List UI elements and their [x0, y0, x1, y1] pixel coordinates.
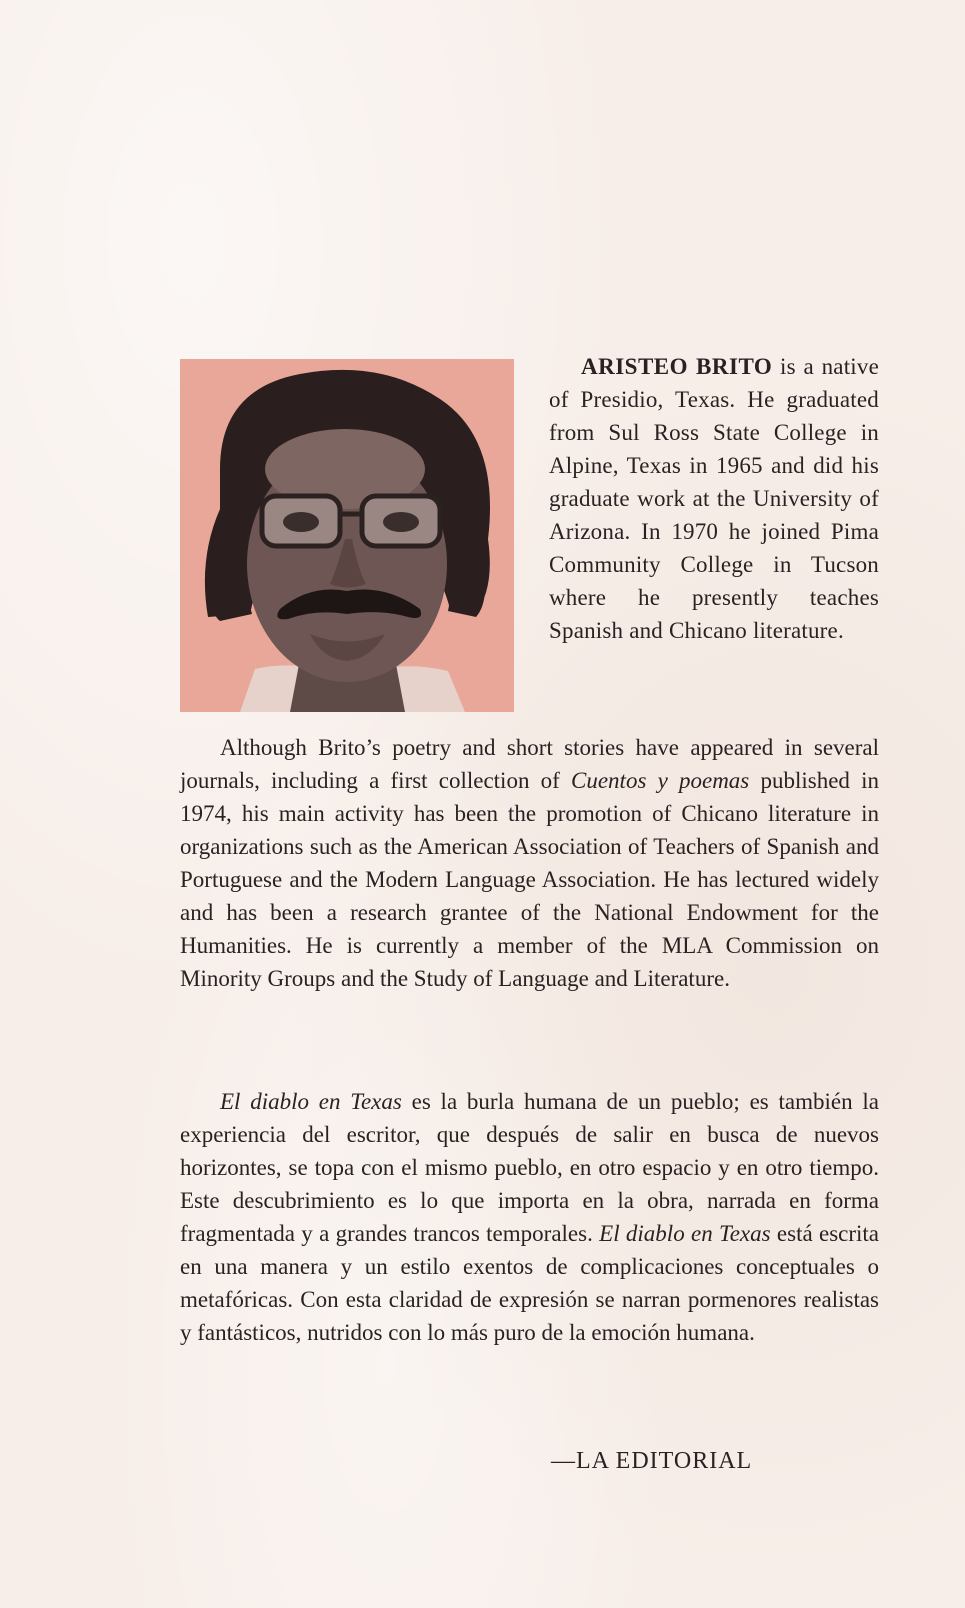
author-bio-text: is a native of Presidio, Texas. He graduated from Sul Ross State College in Alpine, Texas in 1965 and did his graduate work at the University of Arizona. In 1970 he joined Pima Community College in Tucson where he presently teaches Spanish and Chicano literature.	[549, 354, 879, 643]
editorial-signature: —LA EDITORIAL	[551, 1448, 753, 1474]
editorial-text-a: es la burla humana de un pueblo; es también la experiencia del escritor, que después de salir en busca de nuevos horizontes, se topa con el mismo pueblo, en otro espacio y en otro tiempo. Este descubrimiento es lo que importa en la obra, narrada en forma fragmentada y a grandes trancos temporales.	[180, 1089, 879, 1246]
author-name: ARISTEO BRITO	[581, 354, 773, 379]
editorial-paragraph	[180, 1085, 879, 1349]
author-photo	[180, 359, 514, 712]
book-title-cuentos: Cuentos y poemas	[571, 768, 750, 793]
author-bio-intro	[549, 350, 879, 647]
editorial-text-b: está escrita en una manera y un estilo exentos de complicaciones conceptuales o metafóricas. Con esta claridad de expresión se narran pormenores realistas y fantásticos, nutridos con lo más puro de la emoción humana.	[180, 1221, 880, 1345]
book-title-diablo: El diablo en Texas	[220, 1089, 402, 1114]
biography-text-a: Although Brito’s poetry and short stories have appeared in several journals, including a first collection of	[180, 735, 879, 793]
book-title-diablo-2: El diablo en Texas	[599, 1221, 771, 1246]
biography-text-b: published in 1974, his main activity has been the promotion of Chicano literature in organizations such as the American Association of Teachers of Spanish and Portuguese and the Modern Language Association. He has lectured widely and has been a research grantee of the National Endowment for the Humanities. He is currently a member of the MLA Commission on Minority Groups and the Study of Language and Literature.	[180, 768, 879, 991]
biography-paragraph	[180, 731, 879, 995]
